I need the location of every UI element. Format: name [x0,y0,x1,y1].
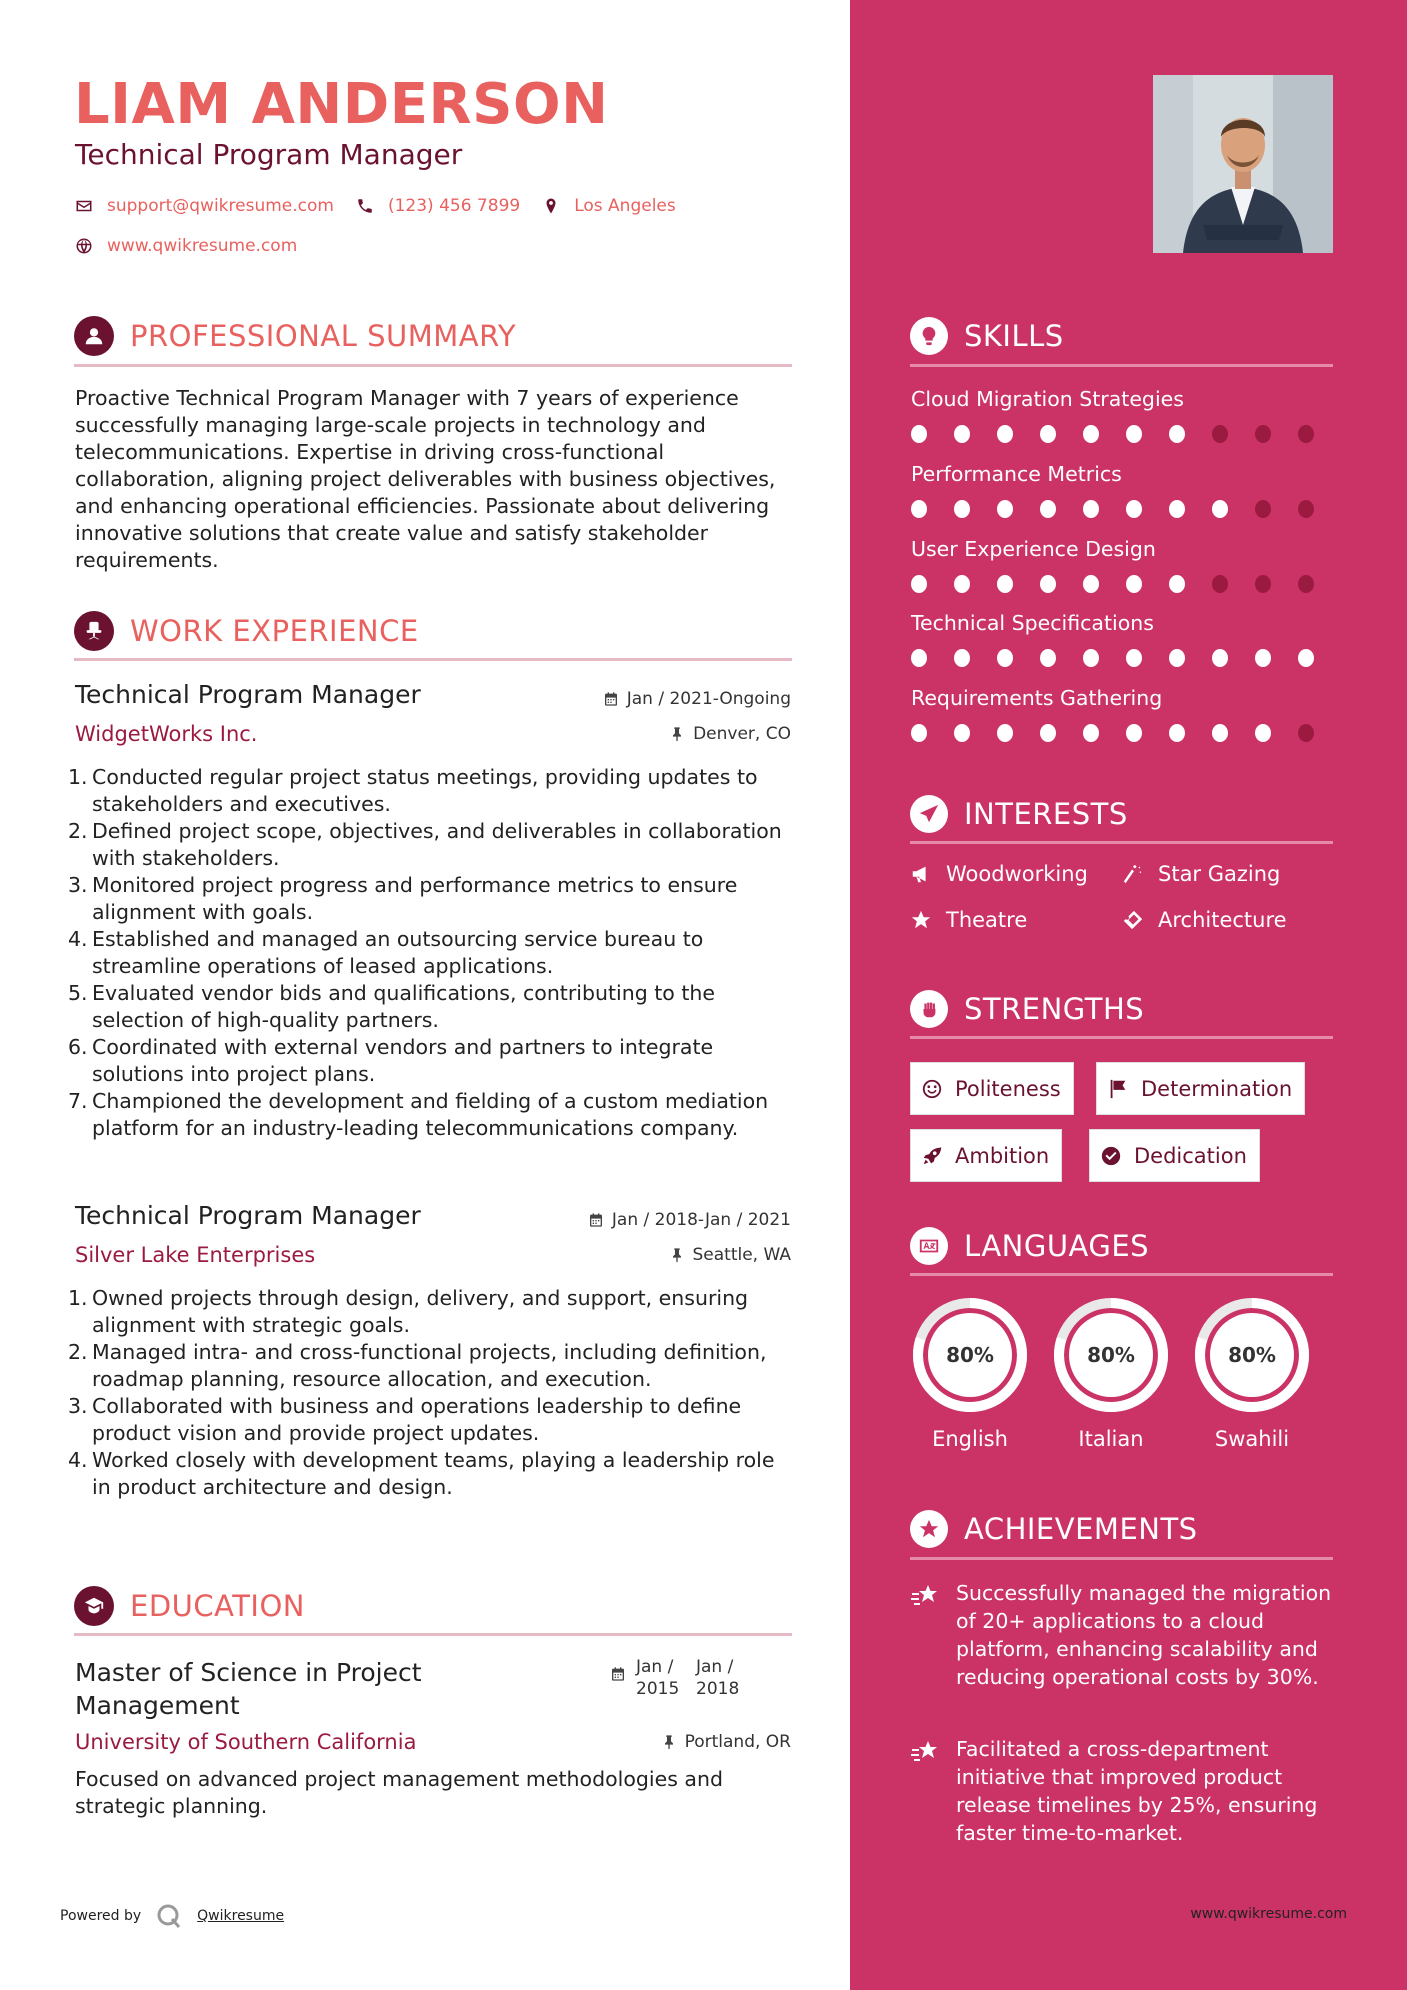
education-location: Portland, OR [661,1732,791,1752]
fist-icon [910,990,948,1028]
skill-rating [911,649,1341,667]
rating-dot-filled [997,649,1013,667]
education-divider [74,1633,792,1636]
website-row [75,236,319,256]
experience-title: WORK EXPERIENCE [130,614,419,648]
achievements-title: ACHIEVEMENTS [964,1512,1198,1546]
rating-dot-empty [1255,425,1271,443]
rating-dot-filled [954,724,970,742]
list-item: 2. Defined project scope, objectives, and deliverables in collaboration with stakeholders. [68,819,782,870]
pushpin-icon [669,726,685,742]
skill-row [911,462,1341,518]
rating-dot-filled [1126,649,1142,667]
skill-label: Cloud Migration Strategies [911,387,1184,411]
strengths-heading [910,990,1144,1028]
rating-dot-filled [1126,575,1142,593]
language-name: Italian [1078,1427,1144,1451]
rating-dot-filled [1212,500,1228,518]
achievement-item: Successfully managed the migration of 20+ applications to a cloud platform, enhancing scalability and reducing operational costs by 30%. [910,1579,1340,1691]
languages-heading [910,1227,1149,1265]
language-percent: 80% [1228,1343,1276,1367]
rating-dot-empty [1298,575,1314,593]
phone-text: (123) 456 7899 [387,196,521,216]
rating-dot-filled [1126,500,1142,518]
website-item[interactable] [75,236,297,256]
skill-rating [911,724,1341,742]
rating-dot-filled [954,575,970,593]
location-item [542,196,676,216]
job-2-company: Silver Lake Enterprises [75,1243,316,1267]
skill-row [911,686,1341,742]
rating-dot-filled [1169,724,1185,742]
strengths-divider [910,1036,1333,1039]
interest-item: Theatre [910,908,1027,932]
footer-powered-by: Powered by Qwikresume [60,1902,284,1930]
list-item: 3. Collaborated with business and operations leadership to define product vision and provide project updates. [68,1394,742,1445]
job-1-location [669,724,791,744]
strength-chip: Determination [1096,1062,1305,1115]
rating-dot-empty [1212,425,1228,443]
rating-dot-filled [1083,724,1099,742]
skills-heading [910,317,1064,355]
star-icon [910,909,932,931]
rocket-icon [921,1145,943,1167]
education-dates [610,1656,756,1700]
school: University of Southern California [75,1730,417,1754]
profile-photo-illustration [1153,75,1333,253]
list-item: 6. Coordinated with external vendors and partners to integrate solutions into project plans. [68,1035,714,1086]
summary-text: Proactive Technical Program Manager with 7 years of experience successfully managing large-scale projects in technology and telecommunications. Expertise in driving cross-functional collaboration, aligning project deliverables with business objectives, and enhancing operational efficiencies. Passionate about delivering innovative solutions that create value and satisfy stakeholder requirements. [75,386,776,572]
skills-title: SKILLS [964,319,1064,353]
interests-divider [910,841,1333,844]
pushpin-icon [661,1734,677,1750]
interest-item: Star Gazing [1122,862,1280,886]
rating-dot-filled [911,649,927,667]
map-pin-icon [542,197,560,215]
job-2-bullets [68,1285,798,1501]
shooting-star-icon [910,1583,940,1609]
list-item: 1. Owned projects through design, delivery, and support, ensuring alignment with strategic goals. [68,1286,749,1337]
rating-dot-filled [1126,724,1142,742]
candidate-title: Technical Program Manager [75,138,463,171]
language-percent: 80% [1087,1343,1135,1367]
skill-row [911,537,1341,593]
summary-title: PROFESSIONAL SUMMARY [130,319,517,353]
language-ring [910,1295,1030,1415]
languages-divider [910,1273,1333,1276]
rating-dot-filled [911,724,927,742]
rating-dot-filled [997,724,1013,742]
profile-photo [1153,75,1333,253]
list-item: 4. Established and managed an outsourcing service bureau to streamline operations of leased applications. [68,927,704,978]
graduate-icon [74,1586,114,1626]
rating-dot-empty [1298,500,1314,518]
phone-item[interactable] [356,196,520,216]
office-chair-icon [74,611,114,651]
rating-dot-empty [1298,425,1314,443]
strengths-title: STRENGTHS [964,992,1145,1026]
phone-icon [356,197,374,215]
pushpin-icon [669,1247,685,1263]
job-1-location-text: Denver, CO [693,724,791,744]
rating-dot-filled [1212,649,1228,667]
shooting-star-icon [910,1739,940,1765]
list-item: 7. Championed the development and fielding of a custom mediation platform for an industry-leading telecommunications company. [68,1089,769,1140]
language-item [1051,1295,1171,1451]
list-item: 4. Worked closely with development teams, playing a leadership role in product architecture and design. [68,1448,775,1499]
footer-url[interactable]: www.qwikresume.com [1190,1906,1347,1922]
rating-dot-filled [1169,575,1185,593]
rating-dot-filled [1212,724,1228,742]
rating-dot-filled [1255,724,1271,742]
rating-dot-filled [1040,724,1056,742]
interest-item: Woodworking [910,862,1088,886]
rating-dot-filled [954,649,970,667]
bullhorn-icon [910,863,932,885]
skill-rating [911,575,1341,593]
magic-wand-icon [1122,863,1144,885]
summary-heading [74,316,792,356]
interest-item: Architecture [1122,908,1287,932]
rating-dot-empty [1255,500,1271,518]
list-item: 5. Evaluated vendor bids and qualifications, contributing to the selection of high-quality partners. [68,981,715,1032]
rating-dot-filled [1083,425,1099,443]
language-name: English [932,1427,1008,1451]
rating-dot-filled [1083,500,1099,518]
rating-dot-filled [911,500,927,518]
language-item [1192,1295,1312,1451]
rating-dot-empty [1298,724,1314,742]
education-title: EDUCATION [130,1589,306,1623]
skill-label: Technical Specifications [911,611,1154,635]
summary-divider [74,364,792,367]
job-2-dates [588,1210,791,1230]
education-start: Jan / 2015 [636,1657,680,1699]
skill-label: Requirements Gathering [911,686,1163,710]
skill-rating [911,500,1341,518]
achievement-star-icon [910,1510,948,1548]
rating-dot-filled [1040,425,1056,443]
job-1-dates [603,689,791,709]
job-1-company: WidgetWorks Inc. [75,722,258,746]
achievements-divider [910,1557,1333,1560]
ticket-icon [1122,909,1144,931]
rating-dot-filled [1169,500,1185,518]
rating-dot-filled [1169,649,1185,667]
language-ring [1051,1295,1171,1415]
envelope-icon [75,197,93,215]
achievements-heading [910,1510,1198,1548]
job-2-location-text: Seattle, WA [692,1245,791,1265]
job-2-title: Technical Program Manager [75,1201,421,1230]
language-ring [1192,1295,1312,1415]
job-1-bullets [68,764,798,1142]
strength-chip: Ambition [910,1129,1062,1182]
list-item: 2. Managed intra- and cross-functional projects, including definition, roadmap planning, resource allocation, and execution. [68,1340,767,1391]
rating-dot-filled [1040,500,1056,518]
qwikresume-logo-icon [155,1902,183,1930]
rating-dot-filled [997,500,1013,518]
calendar-icon [603,691,619,707]
list-item: 1. Conducted regular project status meetings, providing updates to stakeholders and executives. [68,765,758,816]
calendar-icon [588,1212,604,1228]
rating-dot-filled [1083,575,1099,593]
calendar-icon [610,1666,626,1682]
job-1-title: Technical Program Manager [75,680,421,709]
education-heading [74,1586,792,1626]
rating-dot-filled [911,425,927,443]
rating-dot-filled [997,575,1013,593]
rating-dot-empty [1212,575,1228,593]
interests-title: INTERESTS [964,797,1128,831]
job-2-location [669,1245,792,1265]
language-name: Swahili [1214,1427,1290,1451]
interests-heading [910,795,1128,833]
achievement-item: Facilitated a cross-department initiative that improved product release timelines by 25%, ensuring faster time-to-market. [910,1735,1340,1847]
strength-chip: Dedication [1089,1129,1260,1182]
skills-divider [910,364,1333,367]
check-circle-icon [1100,1145,1122,1167]
globe-icon [75,237,93,255]
qwikresume-link[interactable]: Qwikresume [197,1908,285,1924]
location-text: Los Angeles [574,196,676,216]
rating-dot-filled [954,425,970,443]
rating-dot-filled [997,425,1013,443]
language-item [910,1295,1030,1451]
candidate-name: LIAM ANDERSON [74,72,609,137]
flag-icon [1107,1078,1129,1100]
rating-dot-filled [1255,649,1271,667]
list-item: 3. Monitored project progress and performance metrics to ensure alignment with goals. [68,873,738,924]
skill-label: User Experience Design [911,537,1156,561]
rating-dot-filled [1083,649,1099,667]
email-text: support@qwikresume.com [107,196,334,216]
language-icon [910,1227,948,1265]
contact-row [75,196,698,216]
degree: Master of Science in Project Management [75,1658,422,1720]
rating-dot-filled [1169,425,1185,443]
website-text: www.qwikresume.com [107,236,298,256]
rating-dot-empty [1255,575,1271,593]
languages-title: LANGUAGES [964,1229,1150,1263]
experience-divider [74,658,792,661]
rating-dot-filled [911,575,927,593]
strength-chip: Politeness [910,1062,1074,1115]
education-description: Focused on advanced project management methodologies and strategic planning. [75,1767,723,1818]
paper-plane-icon [910,795,948,833]
smile-icon [921,1078,943,1100]
skill-row [911,387,1341,443]
rating-dot-filled [1040,575,1056,593]
user-icon [74,316,114,356]
rating-dot-filled [954,500,970,518]
rating-dot-filled [1298,649,1314,667]
skill-rating [911,425,1341,443]
skill-row [911,611,1341,667]
email-item[interactable] [75,196,334,216]
skill-label: Performance Metrics [911,462,1122,486]
job-1-dates-text: Jan / 2021-Ongoing [626,689,791,709]
education-end: Jan / 2018 [696,1657,740,1699]
rating-dot-filled [1040,649,1056,667]
experience-heading [74,611,792,651]
rating-dot-filled [1126,425,1142,443]
lightbulb-icon [910,317,948,355]
language-percent: 80% [946,1343,994,1367]
job-2-dates-text: Jan / 2018-Jan / 2021 [611,1210,791,1230]
